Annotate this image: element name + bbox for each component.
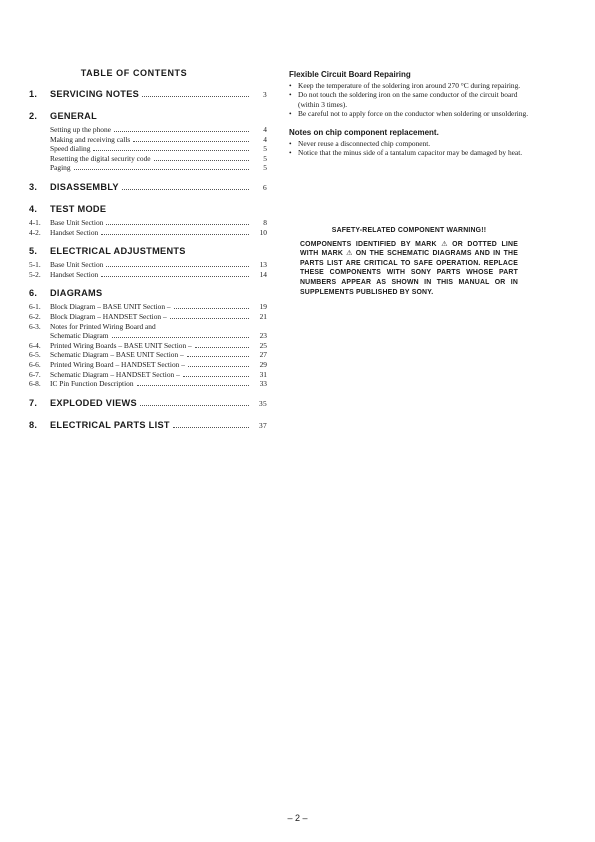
toc-section-heading[interactable] <box>29 89 267 102</box>
toc-section <box>29 398 267 411</box>
entry-title: Base Unit Section <box>50 217 104 227</box>
entry-number: 4-2. <box>29 227 41 237</box>
flex-repair-heading: Flexible Circuit Board Repairing <box>289 70 411 79</box>
chip-replacement-list <box>289 139 529 158</box>
flex-repair-list <box>289 81 529 119</box>
entry-number: 6-8. <box>29 379 41 389</box>
toc-entry[interactable] <box>29 228 267 238</box>
section-number: 4. <box>29 203 38 214</box>
toc-section-heading[interactable] <box>29 204 267 217</box>
entry-title: Schematic Diagram – BASE UNIT Section – <box>50 350 184 360</box>
section-title: DISASSEMBLY <box>50 181 119 192</box>
entry-page: 14 <box>259 269 267 279</box>
safety-warning-text: COMPONENTS IDENTIFIED BY MARK ⚠ OR DOTTED LINE WITH MARK ⚠ ON THE SCHEMATIC DIAGRAMS AND IN THE PARTS LIST ARE CRITICAL TO SAFE OPERATION. REPLACE THESE COMPONENTS WITH SONY PARTS WHOSE PART NUMBERS APPEAR AS SHOWN IN THIS MANUAL OR IN SUPPLEMENTS PUBLISHED BY SONY. <box>300 240 518 296</box>
table-of-contents <box>29 68 267 442</box>
section-number: 1. <box>29 89 38 99</box>
toc-entry[interactable] <box>29 350 267 360</box>
entry-title: Making and receiving calls <box>50 134 131 144</box>
entry-title: Schematic Diagram – HANDSET Section – <box>50 369 180 379</box>
toc-entry[interactable] <box>29 360 267 370</box>
entry-number: 6-5. <box>29 350 41 360</box>
toc-section <box>29 89 267 102</box>
entry-page: 33 <box>259 379 267 389</box>
section-title: SERVICING NOTES <box>50 89 140 99</box>
section-title: GENERAL <box>50 111 98 121</box>
section-page: 35 <box>259 398 267 408</box>
entry-title: Speed dialing <box>50 144 91 154</box>
dot-leader <box>137 384 249 386</box>
entry-number: 6-3. <box>29 321 41 331</box>
entry-page: 5 <box>263 153 267 163</box>
warning-triangle-icon: ⚠ <box>346 250 353 258</box>
toc-section-heading[interactable] <box>29 182 267 195</box>
bullet-icon: • <box>289 81 292 90</box>
entry-title: Block Diagram – BASE UNIT Section – <box>50 302 171 312</box>
toc-entry[interactable] <box>29 322 267 332</box>
toc-entry[interactable] <box>29 218 267 228</box>
dot-leader <box>174 307 249 309</box>
entry-page: 13 <box>259 260 267 270</box>
toc-section <box>29 288 267 388</box>
toc-entry[interactable] <box>29 163 267 173</box>
bullet-icon: • <box>289 90 292 100</box>
entry-title: Notes for Printed Wiring Board and <box>50 321 156 331</box>
section-page: 37 <box>259 420 267 430</box>
toc-entry[interactable] <box>29 270 267 280</box>
warning-triangle-icon: ⚠ <box>441 240 448 248</box>
toc-entry[interactable] <box>29 125 267 135</box>
dot-leader <box>101 233 249 235</box>
section-title: ELECTRICAL PARTS LIST <box>50 419 170 430</box>
entry-page: 4 <box>263 125 267 134</box>
dot-leader <box>101 275 249 277</box>
dot-leader <box>154 159 249 161</box>
toc-entry[interactable] <box>29 144 267 154</box>
dot-leader <box>140 404 249 406</box>
entry-page: 8 <box>263 217 267 227</box>
toc-section-heading[interactable] <box>29 288 267 301</box>
toc-section <box>29 246 267 279</box>
section-title: EXPLODED VIEWS <box>50 397 137 408</box>
chip-replacement-heading: Notes on chip component replacement. <box>289 127 439 137</box>
dot-leader <box>74 168 249 170</box>
entry-page: 21 <box>259 311 267 321</box>
entry-title: IC Pin Function Description <box>50 379 134 389</box>
toc-section-heading[interactable] <box>29 111 267 124</box>
toc-sections <box>29 89 267 433</box>
entry-title: Resetting the digital security code <box>50 153 151 163</box>
safety-warning-title: SAFETY-RELATED COMPONENT WARNING!! <box>331 227 487 234</box>
bullet-item: • Do not touch the soldering iron on the same conductor of the circuit board (within 3 times). <box>289 90 518 109</box>
bullet-icon: • <box>289 148 292 158</box>
section-page: 6 <box>263 182 267 192</box>
toc-entry[interactable] <box>29 379 267 389</box>
toc-entry[interactable] <box>29 331 267 341</box>
dot-leader <box>195 346 249 348</box>
toc-section <box>29 182 267 195</box>
toc-entry[interactable] <box>29 302 267 312</box>
entry-page: 31 <box>259 369 267 379</box>
entry-title: Paging <box>50 163 71 173</box>
section-title: TEST MODE <box>50 203 107 214</box>
toc-entry[interactable] <box>29 341 267 351</box>
entry-number: 5-1. <box>29 260 41 270</box>
entry-number: 6-2. <box>29 311 41 321</box>
toc-entry[interactable] <box>29 135 267 145</box>
entry-number: 6-6. <box>29 359 41 369</box>
bullet-icon: • <box>289 138 292 148</box>
entry-title: Handset Section <box>50 227 99 237</box>
entry-title: Base Unit Section <box>50 260 104 270</box>
entry-title: Schematic Diagram <box>50 331 109 341</box>
dot-leader <box>133 140 249 142</box>
entry-title: Printed Wiring Boards – BASE UNIT Section – <box>50 340 192 350</box>
bullet-icon: • <box>289 109 292 119</box>
dot-leader <box>183 375 249 377</box>
entry-page: 23 <box>259 331 267 341</box>
dot-leader <box>142 95 249 97</box>
bullet-item: • Be careful not to apply force on the conductor when soldering or unsoldering. <box>289 109 529 119</box>
entry-number: 4-1. <box>29 217 41 227</box>
entry-title: Printed Wiring Board – HANDSET Section – <box>50 359 185 369</box>
dot-leader <box>170 317 249 319</box>
bullet-item: • Never reuse a disconnected chip component. <box>289 138 431 148</box>
section-page: 3 <box>263 90 267 99</box>
page-number: – 2 – <box>287 813 308 823</box>
section-number: 6. <box>29 288 38 299</box>
toc-section-heading[interactable] <box>29 398 267 411</box>
toc-entry[interactable] <box>29 154 267 164</box>
dot-leader <box>188 365 249 367</box>
section-title: ELECTRICAL ADJUSTMENTS <box>50 246 186 257</box>
toc-section-heading[interactable] <box>29 420 267 433</box>
service-notes <box>289 70 529 157</box>
section-number: 7. <box>29 397 38 408</box>
section-title: DIAGRAMS <box>50 288 103 299</box>
toc-entry[interactable] <box>29 370 267 380</box>
toc-section <box>29 420 267 433</box>
entry-title: Setting up the phone <box>50 125 111 134</box>
entry-number: 6-1. <box>29 302 41 312</box>
entry-page: 5 <box>263 163 267 173</box>
dot-leader <box>187 355 249 357</box>
entry-page: 29 <box>259 359 267 369</box>
toc-entry[interactable] <box>29 312 267 322</box>
entry-number: 6-4. <box>29 340 41 350</box>
section-number: 2. <box>29 111 38 121</box>
toc-title: TABLE OF CONTENTS <box>80 68 188 78</box>
dot-leader <box>106 265 249 267</box>
toc-entry[interactable] <box>29 260 267 270</box>
entry-title: Block Diagram – HANDSET Section – <box>50 311 167 321</box>
entry-page: 4 <box>263 134 267 144</box>
entry-page: 19 <box>259 302 267 312</box>
dot-leader <box>173 426 249 428</box>
entry-number: 6-7. <box>29 369 41 379</box>
dot-leader <box>122 188 249 190</box>
dot-leader <box>93 149 249 151</box>
safety-warning <box>300 226 518 297</box>
entry-page: 27 <box>259 350 267 360</box>
bullet-item: • Keep the temperature of the soldering iron around 270 °C during repairing. <box>289 81 521 90</box>
section-number: 3. <box>29 181 38 192</box>
entry-title: Handset Section <box>50 269 99 279</box>
dot-leader <box>112 336 250 338</box>
entry-page: 5 <box>263 144 267 154</box>
toc-section <box>29 204 267 237</box>
entry-number: 5-2. <box>29 269 41 279</box>
section-number: 5. <box>29 246 38 257</box>
dot-leader <box>106 223 249 225</box>
section-number: 8. <box>29 419 38 430</box>
entry-page: 25 <box>259 340 267 350</box>
toc-section <box>29 111 267 173</box>
entry-page: 10 <box>259 227 267 237</box>
dot-leader <box>114 130 249 132</box>
toc-section-heading[interactable] <box>29 246 267 259</box>
bullet-item: • Notice that the minus side of a tantalum capacitor may be damaged by heat. <box>289 148 523 158</box>
